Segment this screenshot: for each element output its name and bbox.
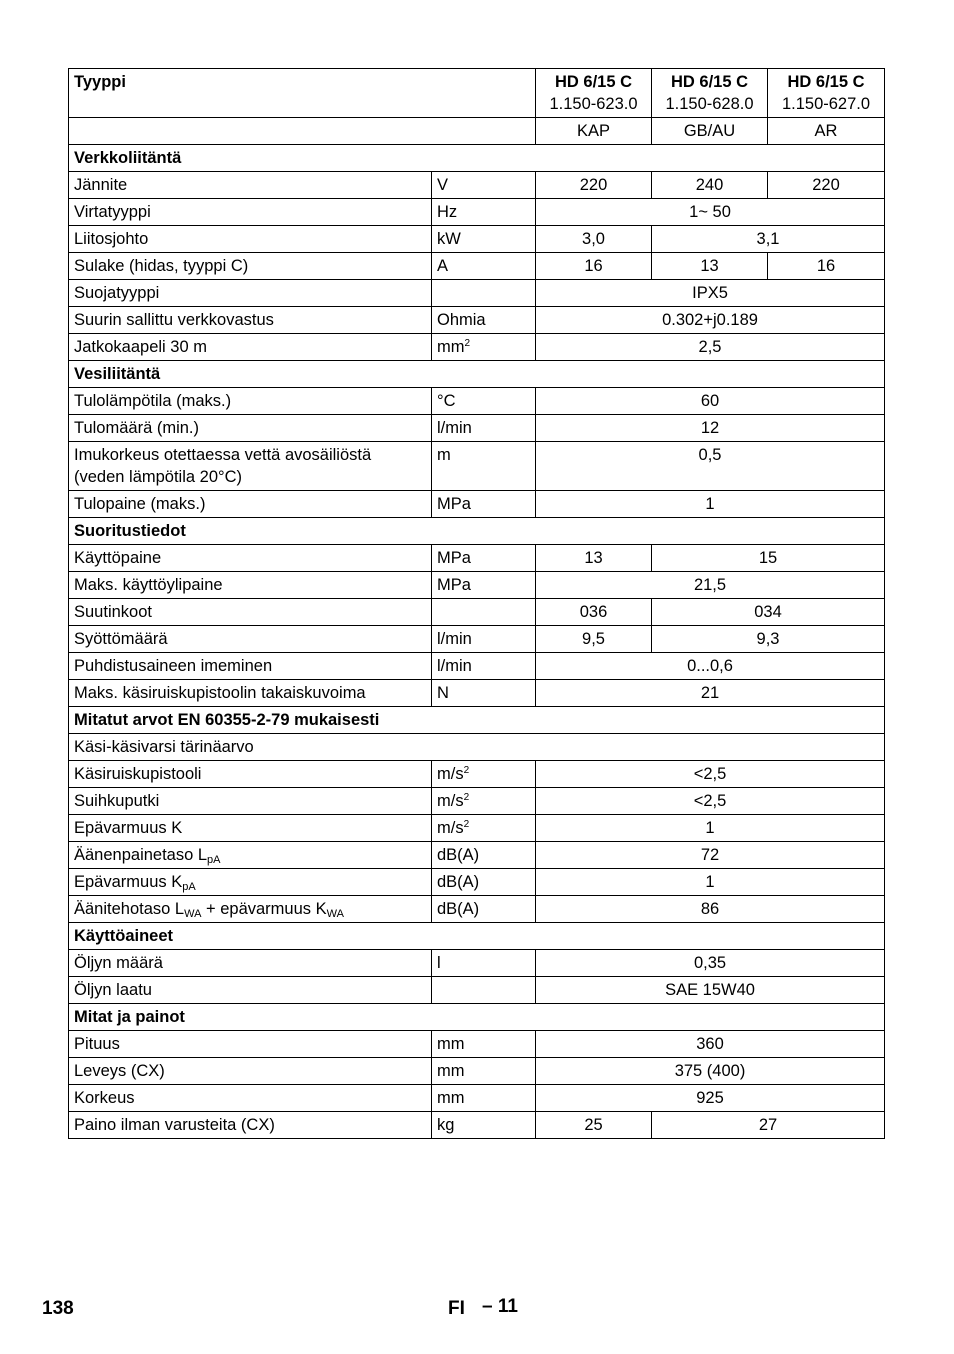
row-unit <box>432 599 536 626</box>
section-title-measured: Mitatut arvot EN 60355-2-79 mukaisesti <box>69 707 885 734</box>
row-unit: l/min <box>432 653 536 680</box>
row-unit: dB(A) <box>432 842 536 869</box>
row-label: Epävarmuus $K_{pA}$ <box>69 869 432 896</box>
row-label: Korkeus <box>69 1085 432 1112</box>
row-unit: dB(A) <box>432 896 536 923</box>
table-row <box>69 307 885 334</box>
row-unit: V <box>432 172 536 199</box>
row-value: 240 <box>652 172 768 199</box>
row-label: Paino ilman varusteita (CX) <box>69 1112 432 1139</box>
section-title-water: Vesiliitäntä <box>69 361 885 388</box>
row-value: IPX5 <box>536 280 885 307</box>
row-label: Äänenpainetaso $L_{pA}$ <box>69 842 432 869</box>
row-value: 036 <box>536 599 652 626</box>
row-unit: mm <box>432 1058 536 1085</box>
row-unit: dB(A) <box>432 869 536 896</box>
row-value: <2,5 <box>536 788 885 815</box>
row-label: Tulolämpötila (maks.) <box>69 388 432 415</box>
type-label: Tyyppi <box>69 69 536 118</box>
table-row <box>69 172 885 199</box>
table-row <box>69 599 885 626</box>
row-value: 0.302+j0.189 <box>536 307 885 334</box>
section-row <box>69 707 885 734</box>
row-value: 3,0 <box>536 226 652 253</box>
section-row <box>69 145 885 172</box>
row-label: Maks. käyttöylipaine <box>69 572 432 599</box>
row-unit: $m/s^2$ <box>432 815 536 842</box>
row-label: Pituus <box>69 1031 432 1058</box>
table-row <box>69 545 885 572</box>
row-value: 0,5 <box>536 442 885 491</box>
table-row <box>69 1085 885 1112</box>
row-value: 21,5 <box>536 572 885 599</box>
row-unit <box>432 280 536 307</box>
row-value: 1 <box>536 869 885 896</box>
row-unit: mm <box>432 1085 536 1112</box>
row-unit: l/min <box>432 626 536 653</box>
section-title-performance: Suoritustiedot <box>69 518 885 545</box>
row-unit: $m/s^2$ <box>432 761 536 788</box>
variant-row <box>69 118 885 145</box>
row-label: Jännite <box>69 172 432 199</box>
table-row <box>69 253 885 280</box>
row-unit: $mm^2$ <box>432 334 536 361</box>
model-header-3: HD 6/15 C 1.150-627.0 <box>768 69 885 118</box>
row-value: 1 <box>536 491 885 518</box>
table-row <box>69 977 885 1004</box>
row-unit: Ohmia <box>432 307 536 334</box>
section-row <box>69 923 885 950</box>
row-label: Maks. käsiruiskupistoolin takaiskuvoima <box>69 680 432 707</box>
row-value: 3,1 <box>652 226 885 253</box>
table-row <box>69 442 885 491</box>
row-value: SAE 15W40 <box>536 977 885 1004</box>
technical-data-table <box>68 68 885 1139</box>
row-unit: l/min <box>432 415 536 442</box>
row-value: 375 (400) <box>536 1058 885 1085</box>
row-label: Tulopaine (maks.) <box>69 491 432 518</box>
table-row <box>69 388 885 415</box>
row-value: 25 <box>536 1112 652 1139</box>
table-row <box>69 896 885 923</box>
section-title-mains: Verkkoliitäntä <box>69 145 885 172</box>
table-row <box>69 734 885 761</box>
row-unit: kg <box>432 1112 536 1139</box>
row-unit: kW <box>432 226 536 253</box>
row-unit <box>432 977 536 1004</box>
table-row <box>69 1112 885 1139</box>
table-row <box>69 842 885 869</box>
table-row <box>69 680 885 707</box>
row-value: 12 <box>536 415 885 442</box>
row-unit: Hz <box>432 199 536 226</box>
table-row <box>69 761 885 788</box>
row-value: 9,5 <box>536 626 652 653</box>
row-unit: N <box>432 680 536 707</box>
row-label: Puhdistusaineen imeminen <box>69 653 432 680</box>
row-value: 15 <box>652 545 885 572</box>
table-row <box>69 815 885 842</box>
table-row <box>69 491 885 518</box>
row-label: Öljyn määrä <box>69 950 432 977</box>
row-value: 360 <box>536 1031 885 1058</box>
row-value: <2,5 <box>536 761 885 788</box>
row-value: 1~ 50 <box>536 199 885 226</box>
section-title-fluids: Käyttöaineet <box>69 923 885 950</box>
table-row <box>69 415 885 442</box>
language-code: FI <box>448 1298 465 1319</box>
row-label: Suojatyyppi <box>69 280 432 307</box>
row-label: Käsiruiskupistooli <box>69 761 432 788</box>
row-label: Imukorkeus otettaessa vettä avosäiliöstä (veden lämpötila 20°C) <box>69 442 432 491</box>
row-value: 13 <box>652 253 768 280</box>
variant-3: AR <box>768 118 885 145</box>
table-row <box>69 869 885 896</box>
table-row <box>69 950 885 977</box>
variant-1: KAP <box>536 118 652 145</box>
subsection-label: Käsi-käsivarsi tärinäarvo <box>69 734 885 761</box>
table-row <box>69 334 885 361</box>
table-row <box>69 626 885 653</box>
section-row <box>69 1004 885 1031</box>
row-label: Käyttöpaine <box>69 545 432 572</box>
row-value: 0,35 <box>536 950 885 977</box>
section-row <box>69 361 885 388</box>
row-unit: MPa <box>432 545 536 572</box>
row-label: Öljyn laatu <box>69 977 432 1004</box>
row-unit: l <box>432 950 536 977</box>
row-label: Äänitehotaso $L_{WA}$ + epävarmuus $K_{WA}$ <box>69 896 432 923</box>
row-label: Leveys (CX) <box>69 1058 432 1085</box>
table-row <box>69 572 885 599</box>
row-value: 220 <box>768 172 885 199</box>
row-unit: MPa <box>432 572 536 599</box>
row-unit: A <box>432 253 536 280</box>
row-unit: MPa <box>432 491 536 518</box>
row-label: Suurin sallittu verkkovastus <box>69 307 432 334</box>
row-unit: mm <box>432 1031 536 1058</box>
row-label: Tulomäärä (min.) <box>69 415 432 442</box>
row-label: Sulake (hidas, tyyppi C) <box>69 253 432 280</box>
row-value: 72 <box>536 842 885 869</box>
page-number: 138 <box>42 1298 74 1319</box>
table-row <box>69 788 885 815</box>
section-page-number: – 11 <box>482 1296 518 1317</box>
row-value: 220 <box>536 172 652 199</box>
row-value: 27 <box>652 1112 885 1139</box>
row-value: 16 <box>536 253 652 280</box>
row-label: Epävarmuus K <box>69 815 432 842</box>
model-header-1: HD 6/15 C 1.150-623.0 <box>536 69 652 118</box>
row-unit: °C <box>432 388 536 415</box>
table-row <box>69 199 885 226</box>
row-value: 16 <box>768 253 885 280</box>
model-header-2: HD 6/15 C 1.150-628.0 <box>652 69 768 118</box>
row-value: 2,5 <box>536 334 885 361</box>
variant-2: GB/AU <box>652 118 768 145</box>
table-row <box>69 1031 885 1058</box>
row-label: Jatkokaapeli 30 m <box>69 334 432 361</box>
row-label: Suutinkoot <box>69 599 432 626</box>
row-label: Suihkuputki <box>69 788 432 815</box>
row-value: 034 <box>652 599 885 626</box>
row-value: 21 <box>536 680 885 707</box>
row-value: 1 <box>536 815 885 842</box>
row-label: Virtatyyppi <box>69 199 432 226</box>
table-row <box>69 280 885 307</box>
row-value: 13 <box>536 545 652 572</box>
row-value: 925 <box>536 1085 885 1112</box>
table-row <box>69 653 885 680</box>
row-value: 86 <box>536 896 885 923</box>
section-title-dimensions: Mitat ja painot <box>69 1004 885 1031</box>
row-value: 60 <box>536 388 885 415</box>
row-unit: m <box>432 442 536 491</box>
table-header-row <box>69 69 885 118</box>
table-row <box>69 226 885 253</box>
section-row <box>69 518 885 545</box>
row-label: Liitosjohto <box>69 226 432 253</box>
row-value: 0...0,6 <box>536 653 885 680</box>
row-unit: $m/s^2$ <box>432 788 536 815</box>
row-label: Syöttömäärä <box>69 626 432 653</box>
row-value: 9,3 <box>652 626 885 653</box>
table-row <box>69 1058 885 1085</box>
